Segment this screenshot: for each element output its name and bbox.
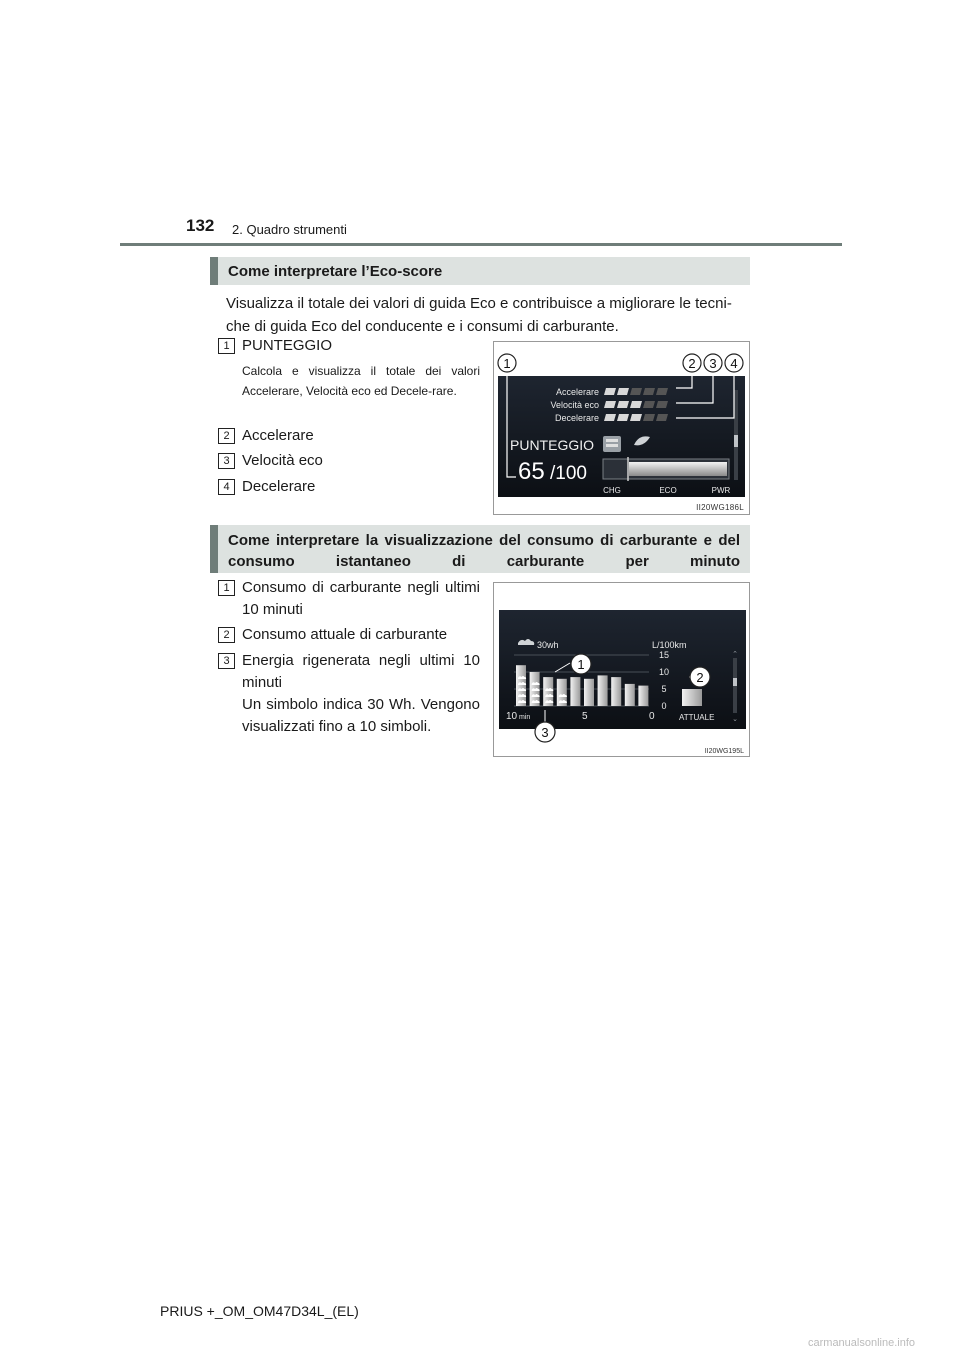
item-number-badge: 1 <box>218 338 235 354</box>
y-tick-label: 0 <box>661 701 667 711</box>
item-number-badge: 3 <box>218 653 235 669</box>
scroll-down-icon: ⌄ <box>732 716 738 723</box>
svg-text:3: 3 <box>709 356 717 371</box>
consumption-bar <box>584 679 594 706</box>
consumption-bar <box>516 665 526 706</box>
svg-text:3: 3 <box>541 725 549 740</box>
gauge-label-chg: CHG <box>603 486 621 495</box>
unit-label: L/100km <box>652 640 687 650</box>
fuel-consumption-screen <box>494 583 749 756</box>
intro-line-1: Visualizza il totale dei valori di guida Eco e contribuisce a migliorare le tecni- <box>226 295 732 312</box>
item-label-consumo-10-minuti: Consumo di carburante negli ultimi 10 minuti <box>242 579 480 618</box>
consumption-bar <box>598 675 608 706</box>
footer-model-code: PRIUS +_OM_OM47D34L_(EL) <box>160 1303 359 1319</box>
x-label-10: 10 <box>506 711 518 722</box>
x-label-5: 5 <box>582 711 588 722</box>
fuel-consumption-figure <box>493 582 750 757</box>
score-value: 65 <box>518 458 545 485</box>
score-max: /100 <box>550 463 587 484</box>
item-number-badge: 4 <box>218 479 235 495</box>
item-number-badge: 2 <box>218 428 235 444</box>
item-number-badge: 1 <box>218 580 235 596</box>
item-label-velocita-eco: Velocità eco <box>242 452 323 469</box>
svg-text:2: 2 <box>688 356 696 371</box>
scrollbar-thumb <box>733 678 737 686</box>
section-heading-eco-score: Come interpretare l’Eco-score <box>210 257 750 285</box>
item-label-decelerare: Decelerare <box>242 478 316 495</box>
header-divider <box>120 243 842 246</box>
consumption-bar <box>611 677 621 706</box>
y-tick-label: 15 <box>658 650 670 660</box>
gauge-fill <box>629 462 727 476</box>
current-consumption-bar-fill <box>682 689 702 706</box>
consumption-bar <box>638 686 648 706</box>
current-consumption-bar <box>682 689 702 706</box>
gauge-label-pwr: PWR <box>711 486 731 495</box>
svg-text:4: 4 <box>730 356 738 371</box>
row-label-decelerare: Decelerare <box>554 413 599 423</box>
consumption-bar <box>625 684 635 706</box>
y-tick-label: 5 <box>661 684 667 694</box>
legend-30wh: 30wh <box>537 640 559 650</box>
item-label-energia-rigenerata: Energia rigenerata negli ultimi 10 minuti <box>242 652 480 691</box>
scrollbar-thumb <box>734 435 738 447</box>
gauge-label-eco: ECO <box>659 486 677 495</box>
eco-rating-bars <box>604 388 668 421</box>
watermark: carmanualsonline.info <box>808 1337 916 1349</box>
svg-text:2: 2 <box>696 670 704 685</box>
intro-line-2: che di guida Eco del conducente e i consumi di carburante. <box>226 318 619 335</box>
eco-score-screen <box>494 342 749 514</box>
current-label: ATTUALE <box>679 713 715 722</box>
figure-code: II20WG195L <box>704 748 744 755</box>
scroll-up-icon: ⌃ <box>732 651 738 658</box>
item-number-badge: 2 <box>218 627 235 643</box>
page-number: 132 <box>186 216 215 235</box>
y-tick-label: 10 <box>658 667 670 677</box>
section-intro <box>226 292 746 338</box>
item-number-badge: 3 <box>218 453 235 469</box>
consumption-bar <box>570 677 580 706</box>
chapter-title: 2. Quadro strumenti <box>232 222 347 237</box>
x-label-0: 0 <box>649 711 655 722</box>
svg-text:1: 1 <box>577 657 585 672</box>
eco-score-figure <box>493 341 750 515</box>
item-label-accelerare: Accelerare <box>242 427 314 444</box>
svg-text:1: 1 <box>503 356 511 371</box>
screen-background <box>499 610 746 729</box>
figure-code: II20WG186L <box>696 503 744 512</box>
item-label-punteggio: PUNTEGGIO <box>242 337 333 354</box>
item-description-punteggio: Calcola e visualizza il totale dei valori Accelerare, Velocità eco ed Decele-rare. <box>242 364 480 398</box>
row-label-accelerare: Accelerare <box>555 387 599 397</box>
row-label-velocita-eco: Velocità eco <box>550 400 599 410</box>
item-extra-simbolo: Un simbolo indica 30 Wh. Vengono visualizzati fino a 10 simboli. <box>242 696 480 735</box>
section-heading-fuel-consumption: Come interpretare la visualizzazione del consumo di carburante e del consumo istantaneo di carburante per minuto <box>210 525 750 573</box>
x-label-min: min <box>519 714 531 721</box>
score-label: PUNTEGGIO <box>510 437 595 453</box>
item-label-consumo-attuale: Consumo attuale di carburante <box>242 626 448 643</box>
